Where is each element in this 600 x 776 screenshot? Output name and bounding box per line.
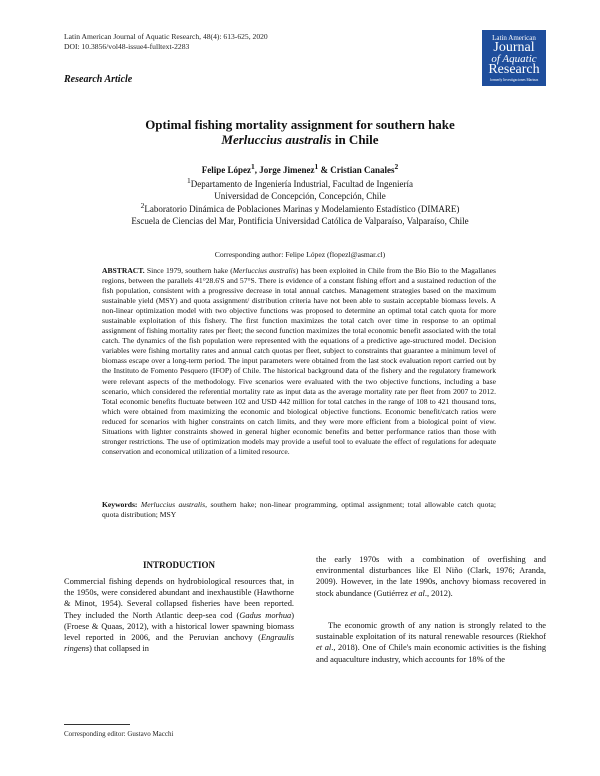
logo-line-1: Latin American [492, 34, 536, 42]
affiliation-text: Laboratorio Dinámica de Poblaciones Marinas y Modelamiento Estadístico (DIMARE) [144, 204, 460, 214]
affiliation-text: Escuela de Ciencias del Mar, Pontificia Universidad Católica de Valparaíso, Valparaíso, Chile [131, 216, 469, 226]
title-species: Merluccius australis [221, 132, 332, 147]
author-separator: , [254, 165, 260, 175]
intro-right-paragraph-1 [316, 554, 546, 599]
affiliation-mark: 2 [140, 201, 145, 210]
body-text: ., 2018). One of Chile's main economic activities is the fishing and aquaculture industry, which accounts for 18% of the [316, 643, 547, 664]
logo-line-2: Journal [493, 40, 535, 55]
journal-logo [482, 30, 546, 86]
keywords [102, 500, 496, 520]
keywords-species: Merluccius australis [140, 500, 206, 509]
intro-left-column [64, 576, 294, 654]
keywords-label: Keywords: [102, 500, 138, 509]
title-line-1: Optimal fishing mortality assignment for southern hake [145, 117, 455, 132]
affiliation-text: Departamento de Ingeniería Industrial, Facultad de Ingeniería [190, 179, 413, 189]
journal-reference [64, 32, 268, 52]
author-name: Cristian Canales [330, 165, 395, 175]
paper-title [64, 117, 536, 147]
author-affiliation-mark: 1 [251, 162, 255, 171]
affiliation-text: Universidad de Concepción, Concepción, Chile [214, 191, 386, 201]
affiliation-2 [64, 200, 536, 227]
doi-line: DOI: 10.3856/vol48-issue4-fulltext-2283 [64, 42, 190, 51]
body-text: The economic growth of any nation is strongly related to the sustainable exploitation of its natural renewable resources (Riekhof [316, 621, 546, 642]
body-text: ., 2012). [424, 588, 453, 598]
abstract [102, 266, 496, 457]
body-text: ) (Froese & Quaas, 2012), with a historical lower spawning biomass level reported in 2006, and the Peruvian anchovy ( [64, 610, 294, 643]
article-type-label: Research Article [64, 74, 133, 85]
abstract-text: ) has been exploited in Chile from the Bío Bío to the Magallanes regions, between the parallels 41°28.6'S and 57°S. There is evidence of a constant fishing effort and a sustained reduction of the fish population, consistent with a progressive decrease in total annual catches. Management strategies based on the maximum sustainable yield (MSY) and quota assignment/ distribution criteria have not been able to sustain acceptable biomass levels. A non-linear optimization model with two objective functions was proposed to determine an optimal total catch quota for more sustainable exploitation of this fishery. The first function maximizes the total catch over time in response to an optimal assignment of fishing mortality rates per fleet; the second function maximizes the total economic benefit associated with the total catch. The dynamics of the fish population were represented with the equations of a predictive age-structured model. Decision variables were fishing mortality rates and annual catch quotas per fleet, subject to constraints that guarantee a minimum level of biomass escape over a long-term period. The input parameters were obtained from the last stock evaluation report carried out by the Instituto de Fomento Pesquero (IFOP) of Chile. The historical background data of the fishery and the regulatory framework were relevant aspects of the methodology. Five scenarios were evaluated with the two objective functions, including a base scenario, which considered the referential mortality rate as input data as the average mortality rate per fleet from 2007 to 2012. Total economic benefits fluctuate between 102 and USD 442 million for total catches in the range of 108 to 421 thousand tons, which were obtained from maximizing the economic and biological objective functions. Economic benefit/catch ratios were reduced for scenarios with higher constraints on catch limits, and they were more efficient from a biological point of view. Situations with lighter constraints showed in general higher economic benefits and better performance ratios than those with stronger restrictions. The use of optimization models may provide a useful tool to evaluate the effect of regulations for adequate conservation and economical utilization of a limited resource. [102, 266, 496, 456]
body-text: the early 1970s with a combination of overfishing and environmental disturbances like El Niño (Clark, 1976; Aranda, 2009). However, in the late 1990s, anchovy biomass recovered in stock abundance (Gutiérrez [316, 555, 546, 598]
corresponding-author: Corresponding author: Felipe López (flopezl@asmar.cl) [214, 250, 386, 259]
et-al: et al [316, 643, 332, 653]
logo-line-3: of Aquatic [491, 53, 537, 65]
affiliation-1 [64, 175, 536, 202]
body-text: Commercial fishing depends on hydrobiological resources that, in the 1950s, were considered abundant and inexhaustible (Hawthorne & Minot, 1954). Several collapsed fisheries have been reported. They included the North Atlantic deep-sea cod ( [64, 577, 294, 620]
footnote-divider [64, 724, 130, 725]
title-suffix: in Chile [331, 132, 379, 147]
abstract-label: ABSTRACT. [102, 266, 145, 275]
abstract-text: Since 1979, southern hake ( [144, 266, 233, 275]
et-al: et al [410, 588, 425, 598]
logo-line-4: Research [488, 62, 540, 77]
affiliation-mark: 1 [187, 176, 191, 185]
author-affiliation-mark: 2 [394, 162, 399, 171]
author-list [64, 162, 536, 175]
keywords-text: , southern hake; non-linear programming, optimal assignment; total allowable catch quota; quota distribution; MSY [102, 500, 496, 519]
author-name: Jorge Jimenez [259, 165, 315, 175]
logo-tagline: formerly Investigaciones Marinas [489, 78, 539, 82]
body-text: ) that collapsed in [89, 644, 149, 654]
intro-right-paragraph-2 [316, 620, 546, 665]
abstract-species: Merluccius australis [232, 266, 296, 275]
author-name: Felipe López [201, 165, 251, 175]
author-separator: & [318, 165, 331, 175]
introduction-heading: INTRODUCTION [142, 560, 215, 570]
species-name: Engraulis ringens [64, 633, 294, 654]
footnote-editor: Corresponding editor: Gustavo Macchi [64, 730, 174, 738]
journal-citation-line: Latin American Journal of Aquatic Research, 48(4): 613-625, 2020 [64, 32, 268, 41]
author-affiliation-mark: 1 [314, 162, 319, 171]
species-name: Gadus morhua [239, 610, 292, 620]
